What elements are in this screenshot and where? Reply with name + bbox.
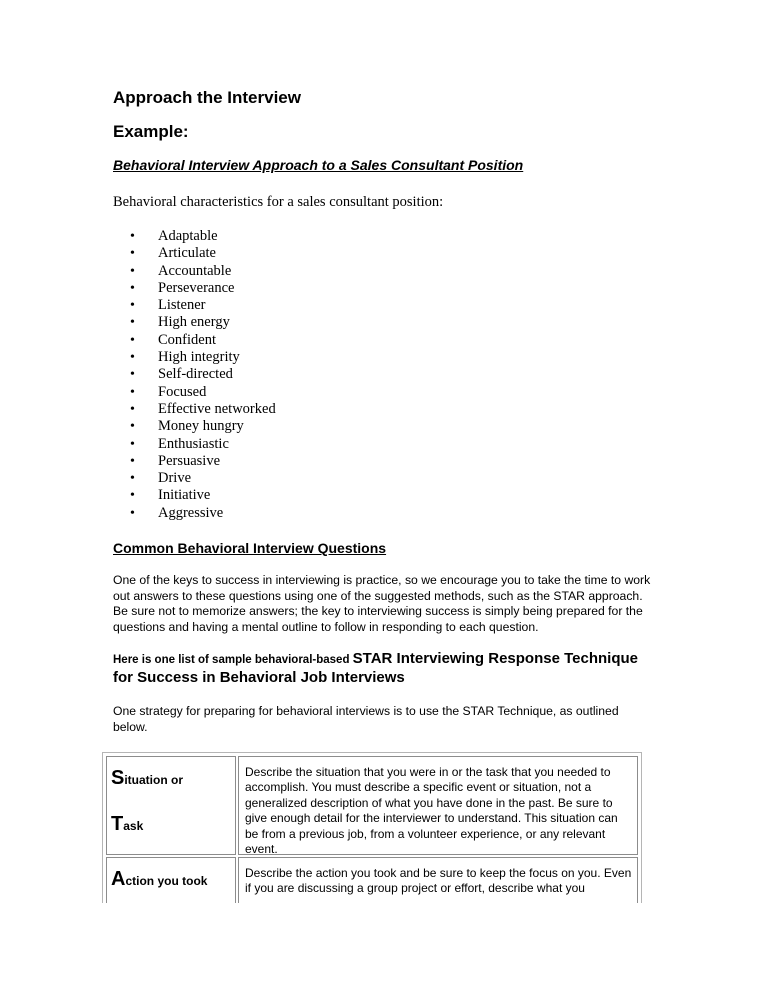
list-item	[130, 453, 276, 470]
bullet-icon: •	[130, 332, 135, 348]
characteristics-list	[130, 228, 276, 522]
bullet-icon: •	[130, 488, 135, 504]
common-questions-paragraph: One of the keys to success in interviewing is practice, so we encourage you to take the time to work out answers to these questions using one of the suggested methods, such as the STAR approach. Be sure not to memorize answers; the key to interviewing success is simply being prepared for the questions and having a mental outline to follow in responding to each question.	[113, 573, 651, 634]
star-heading-title: STAR Interviewing Response Technique for Success in Behavioral Job Interviews	[113, 650, 638, 686]
list-item	[130, 418, 276, 435]
task-label: Task	[111, 813, 144, 835]
list-item	[130, 470, 276, 487]
list-item-text: Confident	[158, 331, 216, 348]
list-item	[130, 314, 276, 331]
bullet-icon: •	[130, 419, 135, 435]
list-item-text: Self-directed	[158, 366, 233, 383]
list-item	[130, 487, 276, 504]
list-item-text: Perseverance	[158, 279, 235, 296]
list-item-text: Accountable	[158, 262, 232, 279]
list-item-text: Articulate	[158, 245, 216, 262]
bullet-icon: •	[130, 471, 135, 487]
list-item	[130, 332, 276, 349]
page-title: Approach the Interview	[113, 88, 301, 107]
bullet-icon: •	[130, 384, 135, 400]
list-item	[130, 228, 276, 245]
bullet-icon: •	[130, 229, 135, 244]
list-item-text: Enthusiastic	[158, 435, 229, 452]
star-heading-lead: Here is one list of sample behavioral-based	[113, 654, 353, 666]
situation-label: Situation or	[111, 767, 184, 789]
bullet-icon: •	[130, 246, 135, 262]
star-row-situation-description: Describe the situation that you were in or the task that you needed to accomplish. You must describe a specific event or situation, not a generalized description of what you have done in the past. Be sure to give enough detail for the interviewer to understand. This situation can be from a previous job, from a volunteer experience, or any relevant event.	[238, 756, 638, 855]
bullet-icon: •	[130, 505, 135, 521]
bullet-icon: •	[130, 401, 135, 417]
list-item-text: Adaptable	[158, 228, 218, 244]
star-heading	[113, 650, 653, 687]
list-item	[130, 297, 276, 314]
list-item-text: Persuasive	[158, 452, 221, 469]
list-item	[130, 245, 276, 262]
star-row-situation-label	[106, 756, 236, 855]
star-table	[102, 752, 642, 903]
bullet-icon: •	[130, 280, 135, 296]
list-item	[130, 505, 276, 522]
list-item	[130, 384, 276, 401]
list-item-text: Drive	[158, 470, 192, 487]
list-item	[130, 436, 276, 453]
list-item-text: Initiative	[158, 487, 211, 504]
section-subtitle: Behavioral Interview Approach to a Sales Consultant Position	[113, 157, 524, 173]
star-intro-paragraph: One strategy for preparing for behavioral interviews is to use the STAR Technique, as outlined below.	[113, 704, 619, 734]
list-item	[130, 366, 276, 383]
list-item	[130, 349, 276, 366]
list-item	[130, 263, 276, 280]
characteristics-intro: Behavioral characteristics for a sales consultant position:	[113, 194, 444, 210]
list-item-text: Aggressive	[158, 504, 224, 521]
bullet-icon: •	[130, 298, 135, 314]
bullet-icon: •	[130, 436, 135, 452]
star-row-action-description: Describe the action you took and be sure to keep the focus on you. Even if you are discussing a group project or effort, describe what you	[238, 857, 638, 903]
common-questions-heading: Common Behavioral Interview Questions	[113, 540, 387, 556]
list-item	[130, 280, 276, 297]
bullet-icon: •	[130, 315, 135, 331]
bullet-icon: •	[130, 263, 135, 279]
bullet-icon: •	[130, 367, 135, 383]
list-item-text: High energy	[158, 314, 230, 331]
bullet-icon: •	[130, 453, 135, 469]
list-item-text: Effective networked	[158, 400, 276, 417]
list-item	[130, 401, 276, 418]
list-item-text: Listener	[158, 297, 206, 314]
bullet-icon: •	[130, 350, 135, 366]
list-item-text: Focused	[158, 383, 207, 400]
example-label: Example:	[113, 122, 189, 141]
star-row-action-label	[106, 857, 236, 903]
action-label: Action you took	[111, 868, 208, 890]
list-item-text: High integrity	[158, 349, 240, 366]
list-item-text: Money hungry	[158, 418, 244, 435]
